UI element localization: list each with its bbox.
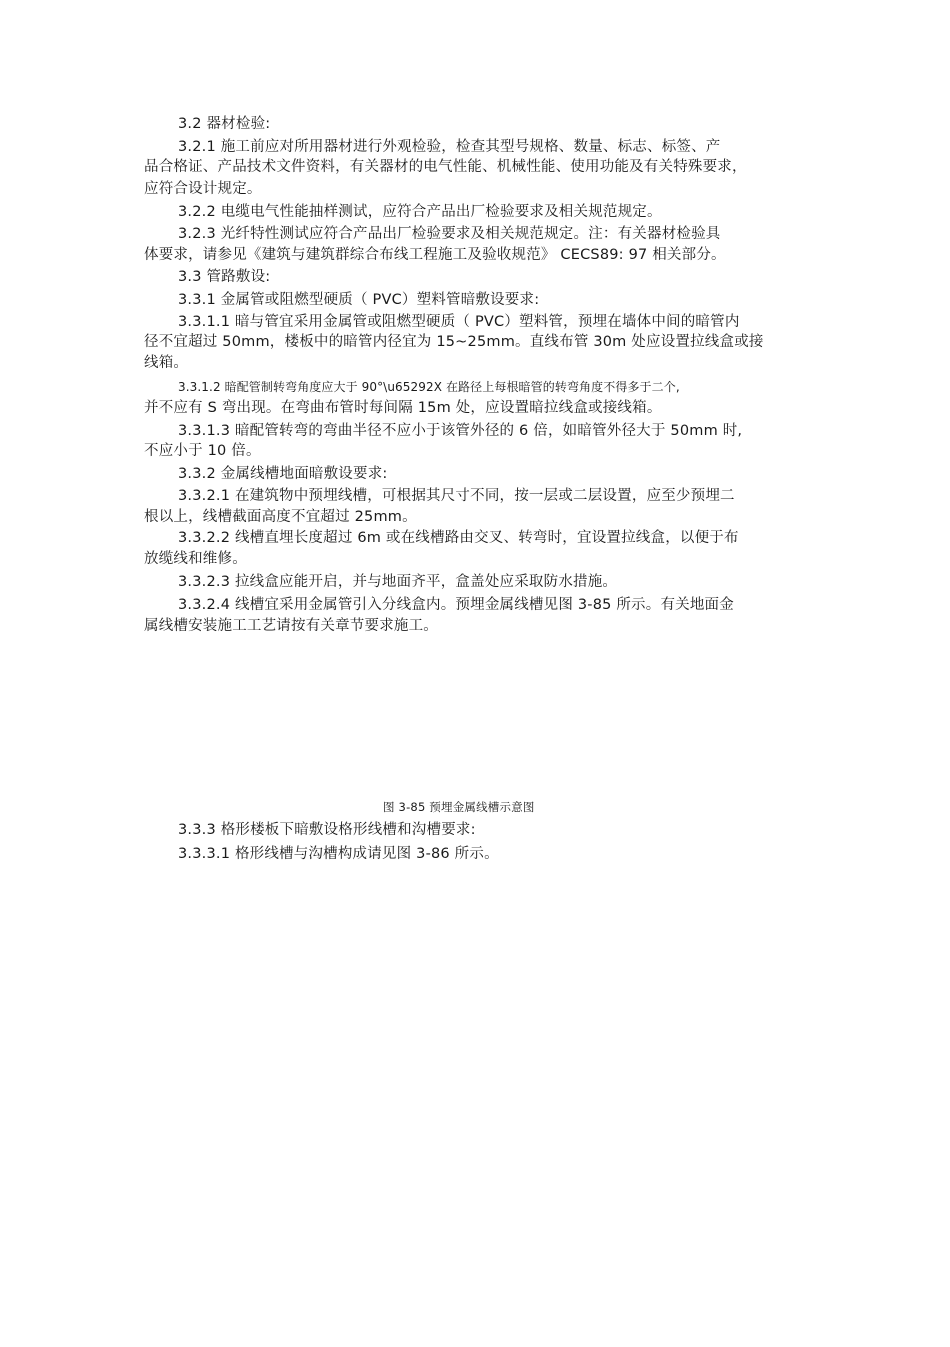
- clause-3-3-2-1-line-1: 3.3.2.1 在建筑物中预埋线槽，可根据其尺寸不同，按一层或二层设置，应至少预埋二: [178, 488, 735, 504]
- clause-3-3-2-1-line-2: 根以上，线槽截面高度不宜超过 25mm。: [144, 509, 417, 525]
- clause-3-2-1-line-2: 品合格证、产品技术文件资料，有关器材的电气性能、机械性能、使用功能及有关特殊要求，: [144, 159, 747, 175]
- clause-3-3-1-1-line-2: 径不宜超过 50mm，楼板中的暗管内径宜为 15~25mm。直线布管 30m 处应设置拉线盒或接: [144, 334, 764, 350]
- clause-3-2-1-line-1: 3.2.1 施工前应对所用器材进行外观检验，检查其型号规格、数量、标志、标签、产: [178, 139, 721, 155]
- clause-3-3-1-2-line-1: 3.3.1.2 暗配管制转弯角度应大于 90°\u65292X 在路径上每根暗管的转弯角度不得多于二个,: [178, 380, 680, 394]
- clause-3-3-2-4-line-1: 3.3.2.4 线槽宜采用金属管引入分线盒内。预埋金属线槽见图 3-85 所示。有关地面金: [178, 597, 734, 613]
- clause-3-3-1-3-line-2: 不应小于 10 倍。: [144, 443, 261, 459]
- clause-3-3-2-2-line-1: 3.3.2.2 线槽直埋长度超过 6m 或在线槽路由交叉、转弯时，宜设置拉线盒，以便于布: [178, 530, 739, 546]
- heading-3-3-3: 3.3.3 格形楼板下暗敷设格形线槽和沟槽要求:: [178, 822, 476, 838]
- clause-3-3-1-1-line-3: 线箱。: [144, 355, 189, 371]
- clause-3-3-1-3-line-1: 3.3.1.3 暗配管转弯的弯曲半径不应小于该管外径的 6 倍，如暗管外径大于 50mm 时,: [178, 423, 743, 439]
- clause-3-2-3-line-2: 体要求，请参见《建筑与建筑群综合布线工程施工及验收规范》 CECS89: 97 相关部分。: [144, 247, 726, 263]
- clause-3-3-2-2-line-2: 放缆线和维修。: [144, 551, 247, 567]
- clause-3-3-2-3: 3.3.2.3 拉线盒应能开启，并与地面齐平，盒盖处应采取防水措施。: [178, 574, 618, 590]
- clause-3-3-3-1: 3.3.3.1 格形线槽与沟槽构成请见图 3-86 所示。: [178, 846, 499, 862]
- heading-3-2: 3.2 器材检验:: [178, 116, 271, 132]
- heading-3-3-1: 3.3.1 金属管或阻燃型硬质（ PVC）塑料管暗敷设要求:: [178, 292, 540, 308]
- clause-3-3-1-2-line-2: 并不应有 S 弯出现。在弯曲布管时每间隔 15m 处，应设置暗拉线盒或接线箱。: [144, 400, 662, 416]
- clause-3-2-2: 3.2.2 电缆电气性能抽样测试，应符合产品出厂检验要求及相关规范规定。: [178, 204, 662, 220]
- clause-3-2-3-line-1: 3.2.3 光纤特性测试应符合产品出厂检验要求及相关规范规定。注：有关器材检验具: [178, 226, 721, 242]
- clause-3-3-1-1-line-1: 3.3.1.1 暗与管宜采用金属管或阻燃型硬质（ PVC）塑料管，预埋在墙体中间的暗管内: [178, 314, 740, 330]
- heading-3-3-2: 3.3.2 金属线槽地面暗敷设要求:: [178, 466, 388, 482]
- clause-3-3-2-4-line-2: 属线槽安装施工工艺请按有关章节要求施工。: [144, 618, 438, 634]
- figure-caption: 图 3-85 预埋金属线槽示意图: [383, 800, 535, 814]
- heading-3-3: 3.3 管路敷设:: [178, 269, 271, 285]
- clause-3-2-1-line-3: 应符合设计规定。: [144, 181, 262, 197]
